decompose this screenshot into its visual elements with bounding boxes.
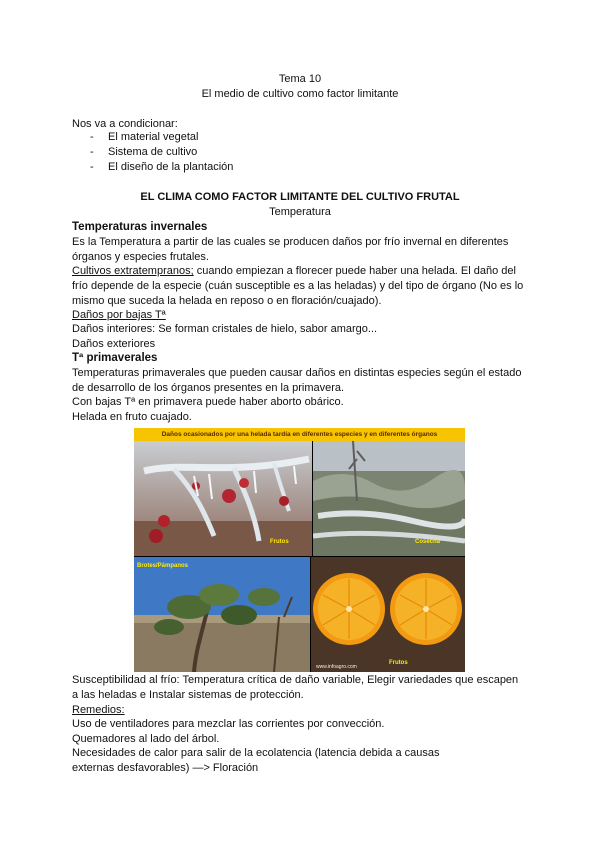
frozen-oranges-photo — [311, 557, 465, 672]
list-item: - El diseño de la plantación — [90, 161, 234, 173]
panel-label: Brotes/Pámpanos — [137, 563, 189, 569]
winter-heading: Temperaturas invernales — [72, 221, 208, 233]
panel-label: Frutos — [389, 660, 408, 666]
early-crops-label: Cultivos extratempranos; — [72, 265, 194, 277]
paragraph: órganos y especies frutales. — [72, 251, 209, 263]
intro-lead: Nos va a condicionar: — [72, 118, 178, 130]
list-item: - Sistema de cultivo — [90, 146, 198, 158]
frost-damage-figure — [134, 428, 465, 672]
paragraph: Daños interiores: Se forman cristales de hielo, sabor amargo... — [72, 323, 378, 335]
list-item: - El material vegetal — [90, 131, 199, 143]
image-credit: www.infoagro.com — [316, 664, 357, 670]
paragraph: Daños exteriores — [72, 338, 156, 350]
spring-heading: Tª primaverales — [72, 352, 158, 364]
frozen-shoots-photo — [134, 557, 310, 672]
paragraph: Necesidades de calor para salir de la ecolatencia (latencia debida a causas — [72, 747, 440, 759]
frozen-harvest-photo — [313, 441, 465, 556]
figure-caption: Daños ocasionados por una helada tardía en diferentes especies y en diferentes órganos — [134, 428, 465, 441]
paragraph: Temperaturas primaverales que pueden causar daños en distintas especies según el estado — [72, 367, 522, 379]
page-subtitle: El medio de cultivo como factor limitante — [201, 88, 399, 100]
panel-label: Frutos — [270, 539, 289, 545]
frozen-fruits-photo — [134, 441, 312, 556]
remedies-heading: Remedios: — [72, 704, 125, 716]
paragraph: Susceptibilidad al frío: Temperatura crítica de daño variable, Elegir variedades que escapen — [72, 674, 519, 686]
paragraph: a las heladas e Instalar sistemas de protección. — [72, 689, 304, 701]
paragraph: Quemadores al lado del árbol. — [72, 733, 220, 745]
panel-label: Cosecha — [415, 539, 441, 545]
section-title: EL CLIMA COMO FACTOR LIMITANTE DEL CULTIVO FRUTAL — [140, 191, 460, 203]
paragraph: Con bajas Tª en primavera puede haber aborto obárico. — [72, 396, 344, 408]
paragraph: mismo que suceda la helada en reposo o en floración/cuajado). — [72, 295, 382, 307]
paragraph: Es la Temperatura a partir de las cuales se producen daños por frío invernal en diferentes — [72, 236, 509, 248]
paragraph: de desarrollo de los órganos presentes en la primavera. — [72, 382, 345, 394]
topic-number: Tema 10 — [278, 73, 322, 85]
paragraph: Cultivos extratempranos; cuando empiezan a florecer puede haber una helada. El daño del — [72, 265, 516, 277]
paragraph: Uso de ventiladores para mezclar las corrientes por convección. — [72, 718, 385, 730]
paragraph: externas desfavorables) —> Floración — [72, 762, 259, 774]
damage-heading: Daños por bajas Tª — [72, 309, 166, 321]
paragraph: Helada en fruto cuajado. — [72, 411, 192, 423]
paragraph: frío depende de la especie (cuán susceptible es a las heladas) y del tipo de órgano (No es lo — [72, 280, 524, 292]
section-subtitle: Temperatura — [269, 206, 331, 218]
